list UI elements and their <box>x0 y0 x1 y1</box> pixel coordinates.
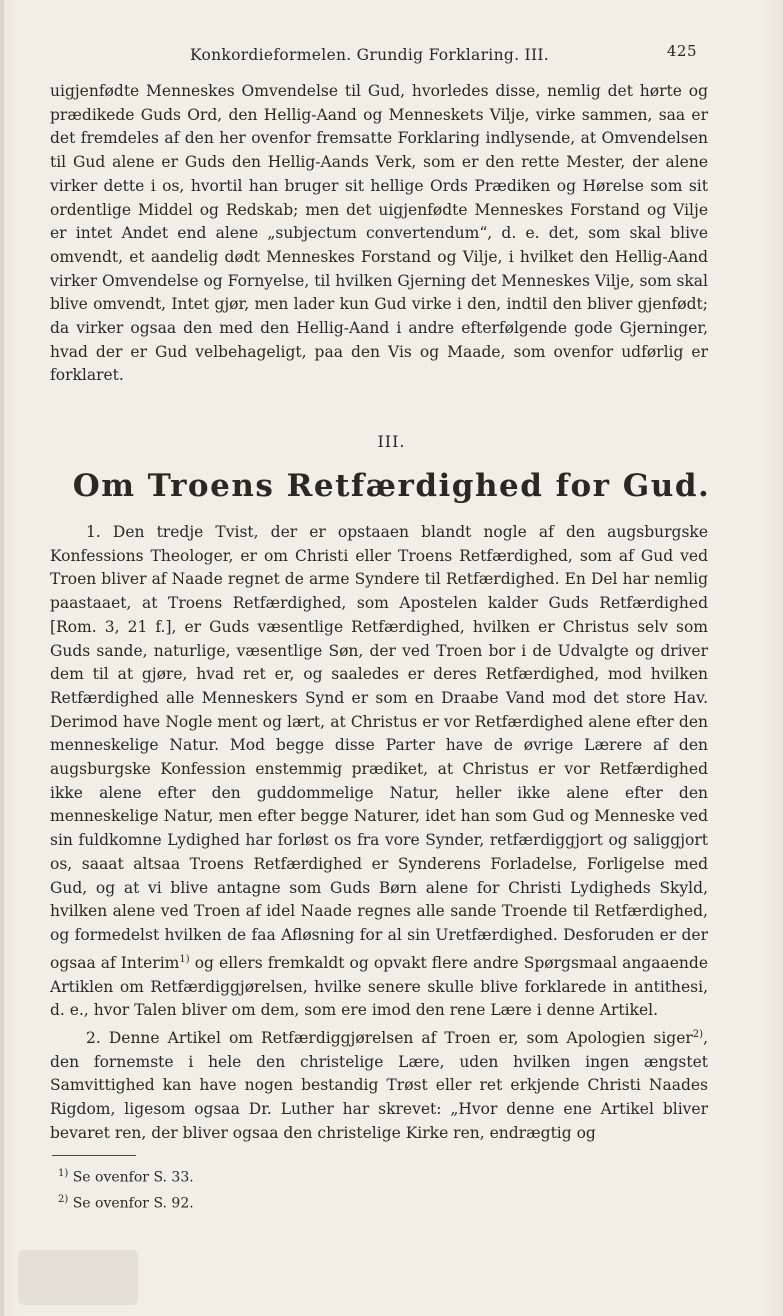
paragraph-text: , den fornemste i hele den christelige Lære, uden hvilken ingen ængstet Samvittighed kan have nogen bestandig Trøst eller ret erkjende Christi Naades Rigdom, ligesom ogsaa Dr. Luther har skrevet: „Hvor denne ene Artikel bliver bevaret ren, der bliver ogsaa den christelige Kirke ren, endrægtig og <box>50 1029 708 1142</box>
footnote-marker: 1) <box>58 1168 69 1179</box>
paragraph-number: 1. <box>86 523 101 541</box>
page-number: 425 <box>666 42 697 60</box>
main-text-block <box>50 521 708 1146</box>
footnote <box>58 1163 458 1189</box>
paragraph-text: Denne Artikel om Retfærdiggjørelsen af Troen er, som Apologien siger <box>108 1029 693 1048</box>
footnote-text: Se ovenfor S. 92. <box>72 1195 194 1212</box>
footnote-text: Se ovenfor S. 33. <box>72 1169 194 1186</box>
section-title: Om Troens Retfærdighed for Gud. <box>72 468 711 504</box>
paragraph-text: og ellers fremkaldt og opvakt flere andre Spørgsmaal angaaende Artiklen om Retfærdiggjørelsen, hvilke senere skulle blive forklarede in antithesi, d. e., hvor Talen bliver om dem, som ere imod den rene Lære i denne Artikel. <box>50 953 708 1020</box>
section-number: III. <box>377 432 406 451</box>
intro-text-block <box>50 80 708 388</box>
footnote-divider <box>52 1155 136 1156</box>
page-header <box>0 40 783 70</box>
footnote-ref: 2) <box>692 1028 704 1040</box>
paragraph-number: 2. <box>86 1029 101 1048</box>
page-edge <box>0 0 4 1316</box>
footnotes <box>58 1163 458 1214</box>
paper-stain <box>18 1250 138 1305</box>
footnote-ref: 1) <box>179 953 190 965</box>
paragraph-2 <box>50 1023 708 1146</box>
running-head: Konkordieformelen. Grundig Forklaring. III. <box>190 46 550 64</box>
footnote-marker: 2) <box>58 1193 69 1205</box>
paragraph-text: Den tredje Tvist, der er opstaaen blandt nogle af den augsburgske Konfessions Theologer, er om Christi eller Troens Retfærdighed, som af Gud ved Troen bliver af Naade regnet de arme Syndere til Retfærdighed. En Del har nemlig paastaaet, at Troens Retfærdighed, som Apostelen kalder Guds Retfærdighed [Rom. 3, 21 f.], er Guds væsentlige Retfærdighed, hvilken er Christus selv som Guds sande, naturlige, væsentlige Søn, der ved Troen bor i de Udvalgte og driver dem til at gjøre, hvad ret er, og saaledes er deres Retfærdighed, mod hvilken Retfærdighed alle Menneskers Synd er som en Draabe Vand mod det store Hav. Derimod have Nogle ment og lært, at Christus er vor Retfærdighed alene efter den menneskelige Natur. Mod begge disse Parter have de øvrige Lærere af den augsburgske Konfession enstemmig prædiket, at Christus er vor Retfærdighed ikke alene efter den guddommelige Natur, heller ikke alene efter den menneskelige Natur, men efter begge Naturer, idet han som Gud og Menneske ved sin fuldkomne Lydighed har forløst os fra vore Synder, retfærdiggjort og saliggjort os, saaat altsaa Troens Retfærdighed er Synderens Forladelse, Forligelse med Gud, og at vi blive antagne som Guds Børn alene for Christi Lydigheds Skyld, hvilken alene ved Troen af idel Naade regnes alle sande Troende til Retfærdighed, og formedelst hvilken de faa Afløsning for al sin Uretfærdighed. Desforuden er der ogsaa af Interim <box>50 523 709 972</box>
footnote <box>58 1189 458 1215</box>
intro-paragraph: uigjenfødte Menneskes Omvendelse til Gud, hvorledes disse, nemlig det hørte og prædikede Guds Ord, den Hellig-Aand og Menneskets Vilje, virke sammen, saa er det fremdeles af den her ovenfor fremsatte Forklaring indlysende, at Omvendelsen til Gud alene er Guds den Hellig-Aands Verk, som er den rette Mester, der alene virker dette i os, hvortil han bruger sit hellige Ords Prædiken og Hørelse som sit ordentlige Middel og Redskab; men det uigjenfødte Menneskes Forstand og Vilje er intet Andet end alene „subjectum convertendum“, d. e. det, som skal blive omvendt, et aandelig dødt Menneskes Forstand og Vilje, i hvilket den Hellig-Aand virker Omvendelse og Fornyelse, til hvilken Gjerning det Menneskes Vilje, som skal blive omvendt, Intet gjør, men lader kun Gud virke i den, indtil den bliver gjenfødt; da virker ogsaa den med den Hellig-Aand i andre efterfølgende gode Gjerninger, hvad der er Gud velbehageligt, paa den Vis og Maade, som ovenfor udførlig er forklaret. <box>50 82 708 385</box>
paragraph-1 <box>50 521 708 1023</box>
